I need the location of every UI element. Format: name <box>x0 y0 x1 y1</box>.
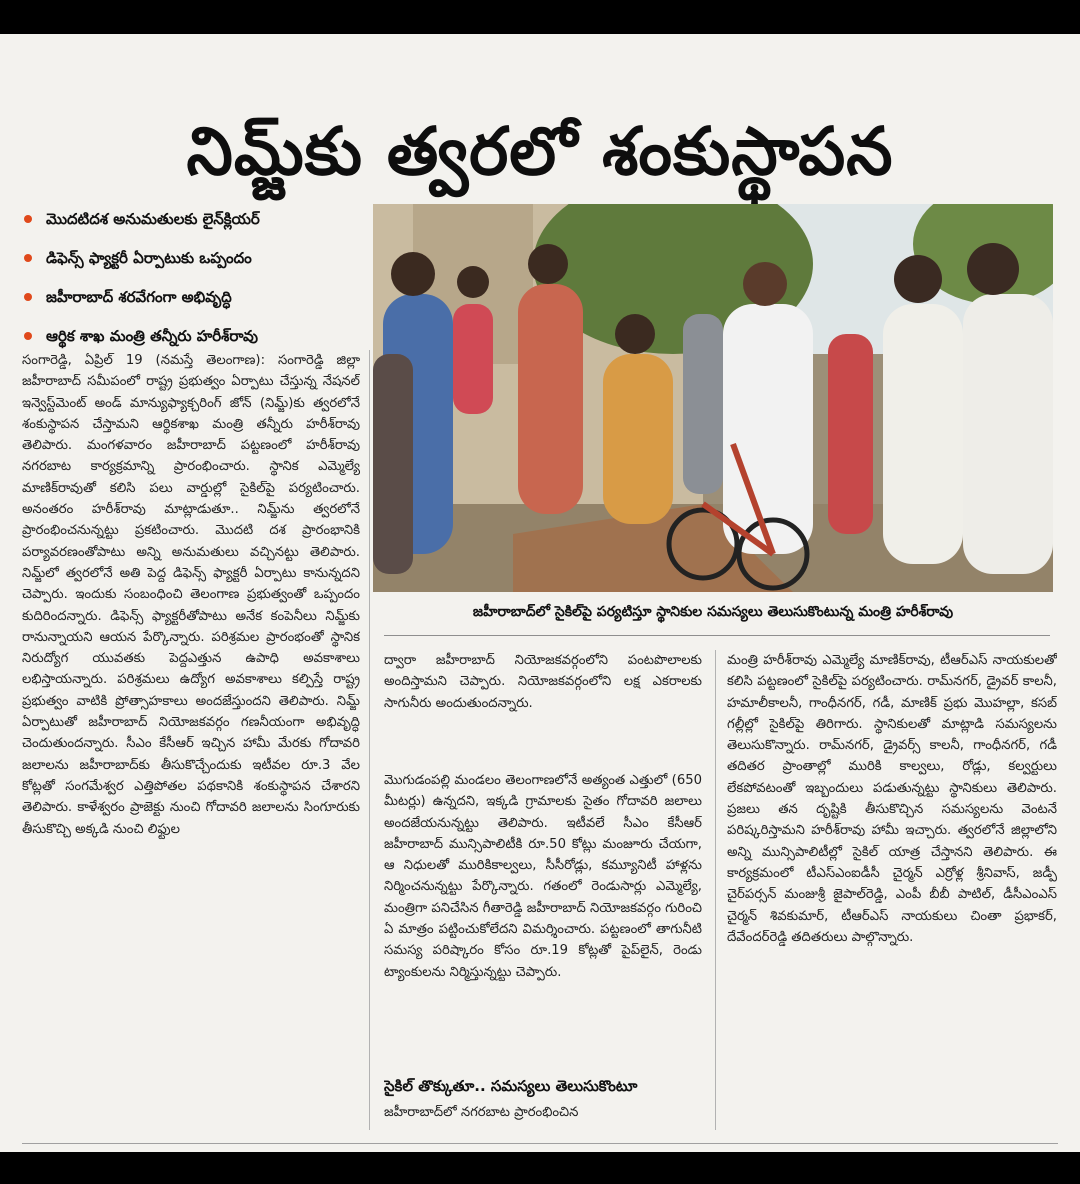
headline: నిమ్జ్‌కు త్వరలో శంకుస్థాపన <box>186 113 894 191</box>
bottom-black-bar <box>0 1152 1080 1184</box>
highlight-item: జహీరాబాద్ శరవేగంగా అభివృద్ధి <box>22 278 367 317</box>
highlight-item: డిఫెన్స్ ఫ్యాక్టరీ ఏర్పాటుకు ఒప్పందం <box>22 239 367 278</box>
article-column-1: సంగారెడ్డి, ఏప్రిల్ 19 (నమస్తే తెలంగాణ): సంగారెడ్డి జిల్లా జహీరాబాద్ సమీపంలో రాష్ట్ర ప్రభుత్వం ఏర్పాటు చేస్తున్న నేషనల్ ఇన్వెస్ట్‌మెంట్ అండ్ మాన్యుఫ్యాక్చరింగ్ జోన్ (నిమ్జ్)కు త్వరలోనే శంకుస్థాపన చేస్తామని ఆర్థికశాఖ మంత్రి తన్నీరు హరీశ్‌రావు తెలిపారు. మంగళవారం జహీరాబాద్ పట్టణంలో హరీశ్‌రావు నగరబాట కార్యక్రమాన్ని ప్రారంభించారు. స్థానిక ఎమ్మెల్యే మాణిక్‌రావుతో కలిసి పలు వార్డుల్లో సైకిల్‌పై పర్యటించారు. అనంతరం హరీశ్‌రావు మాట్లాడుతూ.. నిమ్జ్‌ను త్వరలోనే ప్రారంభించనున్నట్టు ప్రకటించారు. మొదటి దశ ప్రారంభానికి పర్యావరణంతోపాటు అన్ని అనుమతులు వచ్చినట్టు తెలిపారు. నిమ్జ్‌లో త్వరలోనే అతి పెద్ద డిఫెన్స్ ఫ్యాక్టరీ ఏర్పాటు కానున్నదని చెప్పారు. ఇందుకు సంబంధించి తెలంగాణ ప్రభుత్వంతో ఒప్పందం కుదిరిందన్నారు. డిఫెన్స్ ఫ్యాక్టరీతోపాటు అనేక కంపెనీలు నిమ్జ్‌కు రానున్నాయని ఆయన పేర్కొన్నారు. పరిశ్రమల ప్రారంభంతో స్థానిక నిరుద్యోగ యువతకు పెద్దఎత్తున ఉపాధి అవకాశాలు లభిస్తాయన్నారు. పరిశ్రమలు ఉద్యోగ అవకాశాలు కల్పిస్తే రాష్ట్ర ప్రభుత్వం వాటికి ప్రోత్సాహకాలు అందజేస్తుందని తెలిపారు. నిమ్జ్ ఏర్పాటుతో జహీరాబాద్ నియోజకవర్గం గణనీయంగా అభివృద్ధి చెందుతుందన్నారు. సీఎం కేసీఆర్ ఇచ్చిన హామీ మేరకు గోదావరి జలాలను జహీరాబాద్‌కు తీసుకొచ్చేందుకు ఇటీవల రూ.3 వేల కోట్లతో సంగమేశ్వర ఎత్తిపోతల పథకానికి శంకుస్థాపన చేశారని తెలిపారు. కాళేశ్వరం ప్రాజెక్టు నుంచి గోదావరి జలాలను సింగూరుకు తీసుకొచ్చి అక్కడి నుంచి లిఫ్టుల <box>22 353 360 837</box>
highlights-list <box>22 200 367 356</box>
bottom-divider <box>22 1143 1058 1144</box>
column-divider <box>369 350 370 1130</box>
article-column-2-continued: మొగుడంపల్లి మండలం తెలంగాణలోనే అత్యంత ఎత్తులో (650 మీటర్లు) ఉన్నదని, ఇక్కడి గ్రామాలకు సైతం గోదావరి జలాలు అందజేయనున్నట్టు తెలిపారు. ఇటీవలే సీఎం కేసీఆర్ జహీరాబాద్ మున్సిపాలిటీకి రూ.50 కోట్లు మంజూరు చేయగా, ఆ నిధులతో మురికికాల్వలు, సీసీరోడ్లు, కమ్యూనిటీ హాళ్లను నిర్మించనున్నట్టు పేర్కొన్నారు. గతంలో రెండుసార్లు ఎమ్మెల్యే, మంత్రిగా పనిచేసిన గీతారెడ్డి జహీరాబాద్ నియోజకవర్గం గురించి ఏ మాత్రం పట్టించుకోలేదని విమర్శించారు. పట్టణంలో తాగునీటి సమస్య పరిష్కారం కోసం రూ.19 కోట్లతో పైప్‌లైన్, రెండు ట్యాంకులను నిర్మిస్తున్నట్టు చెప్పారు. <box>384 773 702 980</box>
news-photo <box>373 204 1053 592</box>
highlight-item: ఆర్థిక శాఖ మంత్రి తన్నీరు హరీశ్‌రావు <box>22 317 367 356</box>
article-column-3: మంత్రి హరీశ్‌రావు ఎమ్మెల్యే మాణిక్‌రావు, టీఆర్‌ఎస్ నాయకులతో కలిసి పట్టణంలో సైకిల్‌పై పర్యటించారు. రామ్‌నగర్, డ్రైవర్ కాలనీ, హమాలీకాలనీ, గాంధీనగర్, గడీ, మాణిక్ ప్రభు మొహల్లా, కసబ్ గల్లీల్లో సైకిల్‌పై తిరిగారు. స్థానికులతో మాట్లాడి సమస్యలను తెలుసుకొన్నారు. రామ్‌నగర్, డ్రైవర్స్ కాలనీ, గాంధీనగర్, గడీ తదితర ప్రాంతాల్లో మురికి కాల్వలు, రోడ్లు, కల్వర్టులు లేకపోవటంతో ఇబ్బందులు పడుతున్నట్టు స్థానికులు తెలిపారు. ప్రజలు తన దృష్టికి తీసుకొచ్చిన సమస్యలను వెంటనే పరిష్కరిస్తామని హరీశ్‌రావు హామీ ఇచ్చారు. త్వరలోనే జిల్లాలోని అన్ని మున్సిపాలిటీల్లో సైకిల్ యాత్ర చేస్తానని తెలిపారు. ఈ కార్యక్రమంలో టీఎస్‌ఎంఐడీసీ చైర్మన్ ఎర్రోళ్ల శ్రీనివాస్, జడ్పీ చైర్‌పర్సన్ మంజుశ్రీ జైపాల్‌రెడ్డి, ఎంపీ బీబీ పాటిల్, డీసీఎంఎస్ చైర్మన్ శివకుమార్, టీఆర్‌ఎస్ నాయకులు చింతా ప్రభాకర్, దేవేందర్‌రెడ్డి తదితరులు పాల్గొన్నారు. <box>727 653 1057 945</box>
top-black-bar <box>0 0 1080 34</box>
article-column-2-end: జహీరాబాద్‌లో నగరబాట ప్రారంభించిన <box>384 1105 579 1120</box>
highlight-item: మొదటిదశ అనుమతులకు లైన్‌క్లియర్ <box>22 200 367 239</box>
article-column-2: ద్వారా జహీరాబాద్ నియోజకవర్గంలోని పంటపొలాలకు అందిస్తామని చెప్పారు. నియోజకవర్గంలోని లక్ష ఎకరాలకు సాగునీరు అందుతుందన్నారు. <box>384 653 702 711</box>
photo-illustration <box>373 204 1053 592</box>
photo-caption: జహీరాబాద్‌లో సైకిల్‌పై పర్యటిస్తూ స్థానికుల సమస్యలు తెలుసుకొంటున్న మంత్రి హరీశ్‌రావు <box>472 604 954 620</box>
caption-divider <box>384 635 1050 636</box>
column-divider <box>715 650 716 1130</box>
sub-heading: సైకిల్ తొక్కుతూ.. సమస్యలు తెలుసుకొంటూ <box>384 1077 638 1095</box>
